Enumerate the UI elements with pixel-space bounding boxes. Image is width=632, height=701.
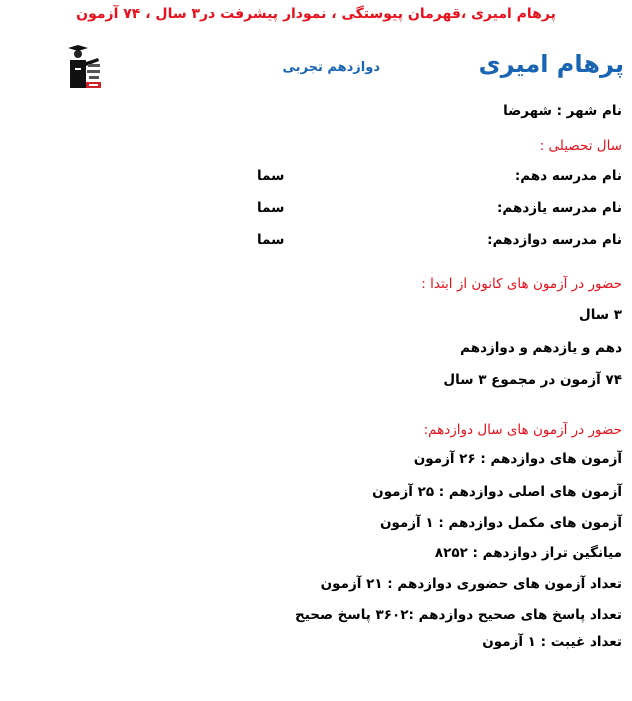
school-10-value: سما bbox=[257, 168, 285, 184]
school-11-value: سما bbox=[257, 200, 285, 216]
attendance-total-line: ۷۴ آزمون در مجموع ۳ سال bbox=[443, 372, 622, 388]
attendance-12-line: تعداد پاسخ های صحیح دوازدهم :۳۶۰۲ پاسخ صحیح bbox=[294, 607, 622, 623]
attendance-12-line: آزمون های اصلی دوازدهم : ۲۵ آزمون bbox=[372, 484, 622, 500]
school-12-value: سما bbox=[257, 232, 285, 248]
attendance-12-line: تعداد غیبت : ۱ آزمون bbox=[482, 634, 622, 650]
student-name: پرهام امیری bbox=[478, 50, 624, 78]
school-11-label: نام مدرسه یازدهم: bbox=[496, 200, 622, 216]
attendance-12-line: تعداد آزمون های حضوری دوازدهم : ۲۱ آزمون bbox=[320, 576, 622, 592]
school-12-label: نام مدرسه دوازدهم: bbox=[487, 232, 622, 248]
kanoon-logo-icon bbox=[62, 42, 104, 92]
attendance-total-line: ۳ سال bbox=[578, 307, 622, 323]
attendance-12-line: آزمون های دوازدهم : ۲۶ آزمون bbox=[413, 451, 622, 467]
attendance-12-heading: حضور در آزمون های سال دوازدهم: bbox=[423, 422, 622, 438]
student-grade: دوازدهم تجربی bbox=[282, 60, 380, 75]
attendance-12-line: میانگین تراز دوازدهم : ۸۲۵۲ bbox=[434, 545, 622, 561]
city-line: نام شهر : شهرضا bbox=[503, 103, 622, 119]
attendance-total-line: دهم و یازدهم و دوازدهم bbox=[460, 340, 622, 356]
attendance-12-line: آزمون های مکمل دوازدهم : ۱ آزمون bbox=[379, 515, 622, 531]
attendance-total-heading: حضور در آزمون های کانون از ابتدا : bbox=[421, 276, 622, 292]
page-title: پرهام امیری ،قهرمان پیوستگی ، نمودار پیشرفت در۳ سال ، ۷۴ آزمون bbox=[76, 6, 556, 22]
academic-year-heading: سال تحصیلی : bbox=[539, 138, 622, 154]
school-10-label: نام مدرسه دهم: bbox=[514, 168, 622, 184]
